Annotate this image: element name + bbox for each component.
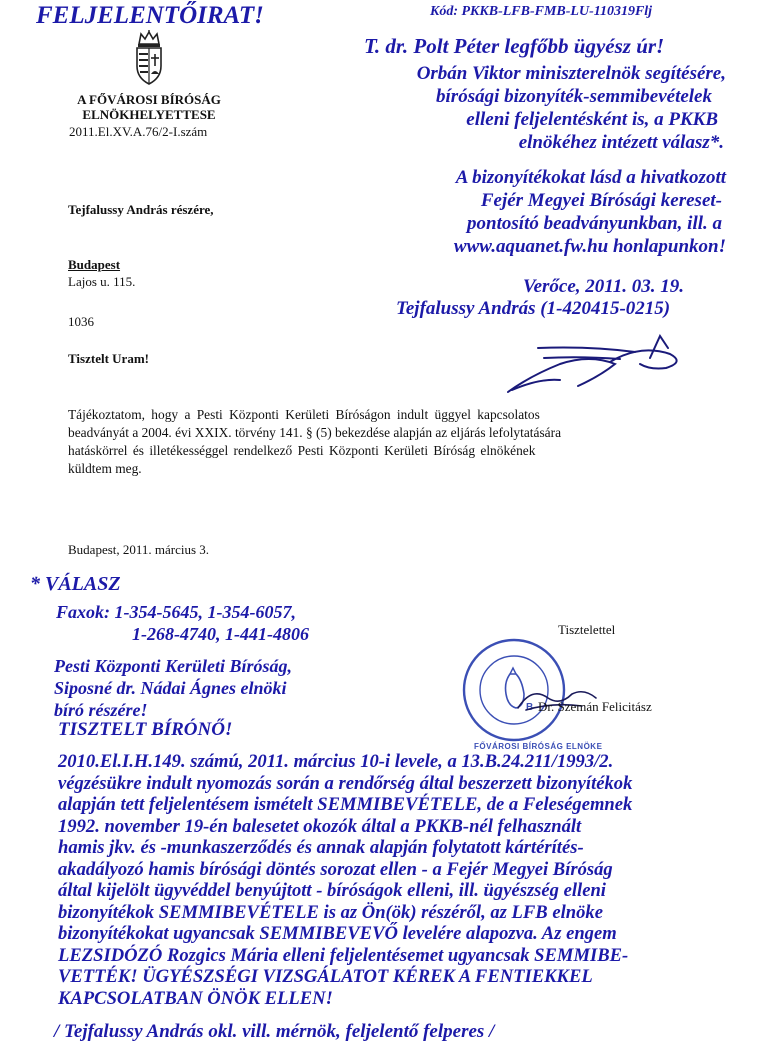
reply-addressee-line: Pesti Központi Kerületi Bíróság, bbox=[54, 656, 293, 676]
letter-salutation: Tisztelt Uram! bbox=[68, 351, 149, 366]
letter-body-line: beadványát a 2004. évi XXIX. törvény 141. § (5) bekezdése alapján az eljárás lefolytatására bbox=[68, 425, 562, 440]
annotation-line: elleni feljelentésként is, a PKKB bbox=[466, 109, 718, 130]
document-title: FELJELENTŐIRAT! bbox=[36, 2, 264, 29]
reply-addressee bbox=[54, 655, 292, 721]
letter-signer: Dr. Szemán Felicitász bbox=[538, 699, 652, 714]
reply-body-line: 1992. november 19-én balesetet okozók által a PKKB-nél felhasznált bbox=[58, 815, 582, 837]
annotation-line: elnökéhez intézett válasz*. bbox=[518, 132, 724, 153]
signature-scribble-icon bbox=[500, 334, 700, 396]
reply-addressee-line: bíró részére! bbox=[54, 700, 148, 720]
court-name bbox=[64, 92, 234, 122]
annotation-place-date: Verőce, 2011. 03. 19. bbox=[523, 276, 684, 297]
letter-body-line: hatáskörrel és illetékességgel rendelkező Pesti Központi Kerületi Bíróság elnökének bbox=[68, 443, 536, 458]
annotation-evidence-line: A bizonyítékokat lásd a hivatkozott bbox=[455, 167, 726, 188]
reply-body-line: KAPCSOLATBAN ÖNÖK ELLEN! bbox=[58, 987, 333, 1009]
reply-fax-line: Faxok: 1-354-5645, 1-354-6057, bbox=[56, 602, 296, 622]
letter-body-line: küldtem meg. bbox=[68, 461, 142, 476]
reply-body-line: VETTÉK! ÜGYÉSZSÉGI VIZSGÁLATOT KÉREK A FENTIEKKEL bbox=[58, 966, 593, 987]
reply-addressee-line: Siposné dr. Nádai Ágnes elnöki bbox=[54, 678, 287, 698]
stamp-letter: B bbox=[526, 702, 534, 713]
recipient-street: Lajos u. 115. bbox=[68, 274, 136, 289]
annotation-line: Orbán Viktor miniszterelnök segítésére, bbox=[416, 63, 726, 84]
recipient-zip: 1036 bbox=[68, 314, 94, 329]
reply-greeting: TISZTELT BÍRÓNŐ! bbox=[58, 719, 233, 740]
reply-body-line: által kijelölt ügyvéddel benyújtott - bíróságok elleni, ill. ügyészség elleni bbox=[58, 880, 606, 901]
letter-body-line: Tájékoztatom, hogy a Pesti Központi Kerületi Bíróságon indult üggyel kapcsolatos bbox=[68, 407, 540, 422]
recipient-name: Tejfalussy András részére, bbox=[68, 202, 214, 217]
court-name-line: A FŐVÁROSI BÍRÓSÁG bbox=[77, 92, 221, 107]
annotation-evidence-line: Fejér Megyei Bírósági kereset- bbox=[480, 190, 722, 211]
reply-body-line: bizonyítékokat ugyancsak SEMMIBEVEVŐ levelére alapozva. Az engem bbox=[58, 923, 617, 944]
recipient-city: Budapest bbox=[68, 257, 121, 272]
letter-place-date: Budapest, 2011. március 3. bbox=[68, 542, 210, 557]
letter-closing: Tisztelettel bbox=[558, 622, 616, 637]
reply-body-line: akadályozó hamis bírósági döntés sorozat ellen - a Fejér Megyei Bíróság bbox=[58, 858, 613, 880]
reply-body-line: 2010.El.I.H.149. számú, 2011. március 10-i levele, a 13.B.24.211/1993/2. bbox=[58, 751, 614, 772]
annotation-intro bbox=[330, 62, 726, 154]
court-name-line: ELNÖKHELYETTESE bbox=[82, 107, 216, 122]
reply-body-line: LEZSIDÓZÓ Rozgics Mária elleni feljelentésemet ugyancsak SEMMIBE- bbox=[58, 944, 629, 966]
reply-body-line: bizonyítékok SEMMIBEVÉTELE is az Ön(ök) részéről, az LFB elnöke bbox=[58, 901, 603, 923]
reply-signature: / Tejfalussy András okl. vill. mérnök, feljelentő felperes / bbox=[54, 1021, 495, 1042]
annotation-evidence-line: pontosító beadványunkban, ill. a bbox=[467, 213, 722, 234]
case-number: 2011.El.XV.A.76/2-I.szám bbox=[69, 124, 208, 139]
reply-fax-line: 1-268-4740, 1-441-4806 bbox=[132, 624, 309, 644]
reply-body-line: végzésükre indult nyomozás során a rendőrség által beszerzett bizonyítékok bbox=[58, 772, 633, 794]
reply-body-line: alapján tett feljelentésem ismételt SEMMIBEVÉTELE, de a Feleségemnek bbox=[58, 794, 633, 815]
reply-heading: * VÁLASZ bbox=[30, 573, 121, 595]
hungarian-coat-of-arms-icon bbox=[131, 30, 167, 86]
annotation-line: bírósági bizonyíték-semmibevételek bbox=[436, 86, 712, 107]
reply-body bbox=[58, 751, 748, 1009]
annotation-evidence bbox=[330, 166, 726, 258]
reply-body-line: hamis jkv. és -munkaszerződés és annak alapján folytatott kártérítés- bbox=[58, 837, 584, 858]
document-code: Kód: PKKB-LFB-FMB-LU-110319Flj bbox=[430, 4, 653, 19]
letter-body bbox=[68, 406, 688, 478]
annotation-addressee: T. dr. Polt Péter legfőbb ügyész úr! bbox=[364, 34, 665, 58]
annotation-sender: Tejfalussy András (1-420415-0215) bbox=[396, 298, 671, 319]
reply-fax bbox=[56, 601, 309, 645]
stamp-text: FŐVÁROSI BÍRÓSÁG ELNÖKE bbox=[474, 742, 603, 751]
annotation-evidence-line: www.aquanet.fw.hu honlapunkon! bbox=[453, 236, 726, 257]
